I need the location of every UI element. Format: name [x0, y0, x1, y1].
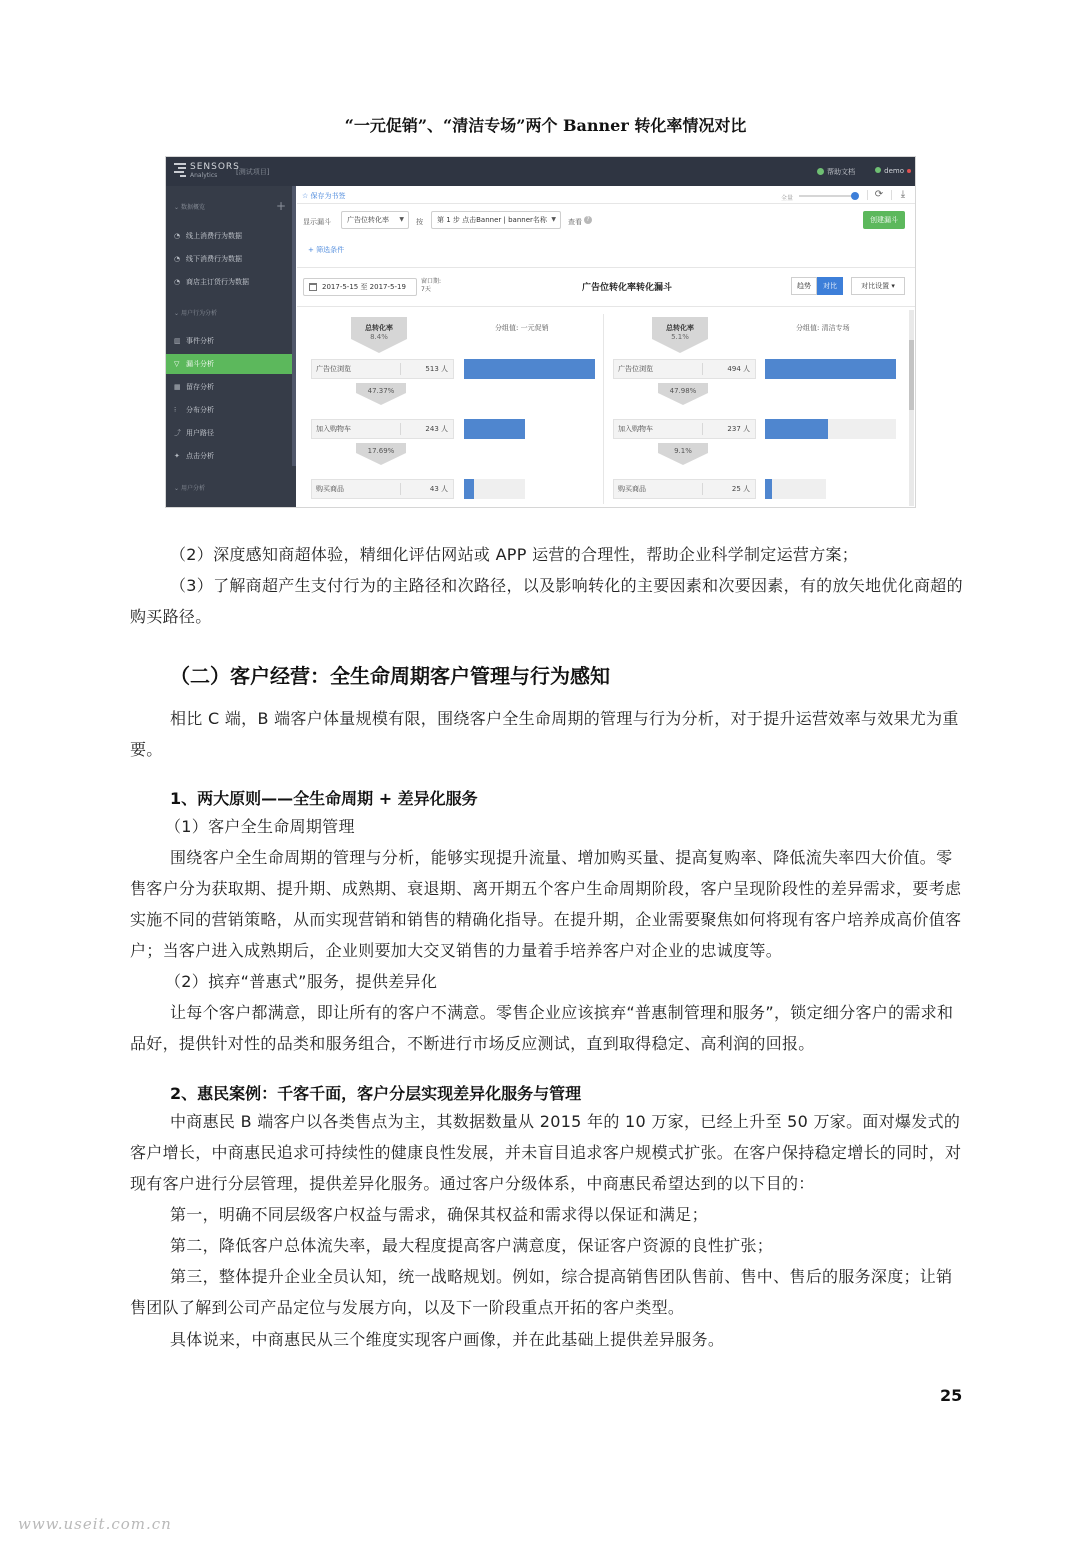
tab-compare[interactable]: 对比 [817, 277, 843, 295]
main-scrollbar[interactable] [909, 310, 914, 506]
total-conversion-value: 8.4% [370, 333, 388, 341]
sidebar-item-retention-analysis[interactable]: ▦ 留存分析 [166, 377, 296, 397]
paragraph: 中商惠民 B 端客户以各类售点为主，其数据数量从 2015 年的 10 万家，已经上升至 50 万家。面对爆发式的客户增长，中商惠民追求可持续性的健康良性发展，并未盲目追求客户规模式扩张。在客户保持稳定增长的同时，对现有客户进行分层管理，提供差异化服务。通过客户分级体系，中商惠民希望达到的以下目的： [130, 1112, 962, 1193]
funnel-step[interactable]: 购买商品 25 人 [613, 479, 756, 499]
logo-subtext: Analytics [190, 172, 218, 179]
sidebar-item-offline-data[interactable]: ◔ 线下消费行为数据 [166, 249, 296, 269]
funnel-step[interactable]: 加入购物车 243 人 [311, 419, 454, 439]
gauge-icon: ◔ [174, 232, 181, 240]
paragraph: 让每个客户都满意，即让所有的客户不满意。零售企业应该摈弃“普惠制管理和服务”，锁定细分客户的需求和品好，提供针对性的品类和服务组合，不断进行市场反应测试，直到取得稳定、高利润的回报。 [130, 1003, 954, 1053]
funnel-bar [464, 359, 595, 379]
tab-trend[interactable]: 趋势 [791, 277, 817, 295]
conversion-arrow: 47.98% [658, 383, 708, 405]
add-icon[interactable]: + [276, 199, 287, 213]
zoom-slider-handle[interactable] [851, 192, 859, 200]
refresh-icon[interactable]: ⟳ [874, 189, 884, 200]
figure-caption: “一元促销”、“清洁专场”两个 Banner 转化率情况对比 [344, 116, 747, 135]
group-label: 分组值: 清洁专场 [796, 324, 850, 332]
conversion-arrow: 47.37% [356, 383, 406, 405]
chevron-down-icon: ▼ [551, 216, 556, 223]
compare-settings-dropdown[interactable]: 对比设置 ▾ [851, 277, 905, 295]
save-bookmark-link[interactable]: ☆ 保存为书签 [302, 192, 346, 200]
sidebar-item-funnel-analysis[interactable]: ▽ 漏斗分析 [166, 354, 296, 374]
subsection-heading: 1、两大原则——全生命周期 + 差异化服务 [170, 789, 478, 808]
logo-text: SENSORS [190, 162, 240, 172]
paragraph: 具体说来，中商惠民从三个维度实现客户画像，并在此基础上提供差异服务。 [170, 1330, 725, 1349]
sidebar-group-data-overview[interactable]: ⌄ 数据概览 [174, 204, 205, 211]
date-range-picker[interactable]: 2017-5-15 至 2017-5-19 [303, 278, 417, 296]
gauge-icon: ◔ [174, 255, 181, 263]
sidebar-item-user-path[interactable]: ⤴ 用户路径 [166, 423, 296, 443]
user-menu[interactable] [875, 167, 911, 175]
section-heading: （二）客户经营：全生命周期客户管理与行为感知 [170, 664, 610, 688]
zoom-slider[interactable] [799, 195, 857, 197]
distribution-icon: ⁝ [174, 406, 177, 414]
subsection-subheading: （2）摈弃“普惠式”服务，提供差异化 [165, 972, 438, 991]
sidebar-item-click-analysis[interactable]: ✦ 点击分析 [166, 446, 296, 466]
funnel-bar [464, 419, 525, 439]
create-funnel-button[interactable]: 创建漏斗 [863, 211, 905, 229]
sidebar-item-event-analysis[interactable]: ▥ 事件分析 [166, 331, 296, 351]
sidebar-item-online-data[interactable]: ◔ 线上消费行为数据 [166, 226, 296, 246]
subsection-subheading: （1）客户全生命周期管理 [165, 817, 355, 836]
user-label: demo [884, 167, 904, 175]
download-icon[interactable]: ⤓ [900, 189, 906, 200]
conversion-arrow: 9.1% [658, 443, 708, 465]
retention-icon: ▦ [174, 383, 181, 391]
user-icon [875, 167, 881, 173]
funnel-title: 广告位转化率转化漏斗 [581, 283, 672, 293]
help-docs-link[interactable] [817, 167, 855, 177]
add-filter-link[interactable]: + 筛选条件 [308, 246, 345, 254]
funnel-bar [765, 479, 826, 499]
sensors-logo-icon [174, 163, 186, 180]
calendar-icon [309, 283, 317, 291]
sidebar-item-store-orders[interactable]: ◔ 商店主订货行为数据 [166, 272, 296, 292]
total-conversion-badge: 总转化率 8.4% [349, 315, 409, 355]
sidebar-scrollbar[interactable] [292, 186, 296, 466]
window-period: 窗口期: 7天 [421, 278, 442, 293]
help-docs-label: 帮助文档 [827, 168, 855, 176]
sidebar-group-user-analysis[interactable]: ⌄ 用户分析 [174, 485, 205, 492]
paragraph: 第一，明确不同层级客户权益与需求，确保其权益和需求得以保证和满足； [170, 1205, 708, 1224]
question-icon[interactable]: ? [584, 216, 592, 224]
funnel-step[interactable]: 购买商品 43 人 [311, 479, 454, 499]
by-label: 按 [416, 218, 423, 226]
funnel-step[interactable]: 加入购物车 237 人 [613, 419, 756, 439]
funnel-step[interactable]: 广告位浏览 494 人 [613, 359, 756, 379]
paragraph: （3）了解商超产生支付行为的主路径和次路径，以及影响转化的主要因素和次要因素，有的放矢地优化商超的购买路径。 [130, 576, 963, 626]
help-icon [817, 168, 824, 175]
main-panel [297, 186, 916, 508]
funnel-bar [464, 479, 525, 499]
zoom-label: 全量 [781, 195, 794, 202]
click-icon: ✦ [174, 452, 180, 460]
view-label: 查看 [568, 218, 582, 226]
paragraph: （2）深度感知商超体验，精细化评估网站或 APP 运营的合理性，帮助企业科学制定运营方案； [170, 545, 859, 564]
notification-dot-icon [907, 169, 911, 173]
sidebar [166, 186, 296, 508]
funnel-bar [765, 359, 896, 379]
chevron-down-icon: ▼ [399, 216, 404, 223]
analytics-screenshot [165, 156, 916, 508]
funnel-select[interactable]: 广告位转化率 ▼ [341, 211, 409, 229]
paragraph: 相比 C 端，B 端客户体量规模有限，围绕客户全生命周期的管理与行为分析，对于提升运营效率与效果尤为重要。 [130, 709, 959, 759]
top-bar [166, 157, 916, 186]
gauge-icon: ◔ [174, 278, 181, 286]
subsection-heading: 2、惠民案例：千客千面，客户分层实现差异化服务与管理 [170, 1084, 582, 1103]
funnel-icon: ▽ [174, 360, 180, 368]
page-number: 25 [940, 1386, 963, 1405]
funnel-bar [765, 419, 896, 439]
step-select[interactable]: 第 1 步 点击Banner | banner名称 ▼ [431, 211, 561, 229]
funnel-step[interactable]: 广告位浏览 513 人 [311, 359, 454, 379]
conversion-arrow: 17.69% [356, 443, 406, 465]
paragraph: 第二，降低客户总体流失率，最大程度提高客户满意度，保证客户资源的良性扩张； [170, 1236, 774, 1255]
sidebar-group-behavior[interactable]: ⌄ 用户行为分析 [174, 310, 217, 317]
sidebar-item-distribution-analysis[interactable]: ⁝ 分布分析 [166, 400, 296, 420]
total-conversion-badge: 总转化率 5.1% [650, 315, 710, 355]
bar-chart-icon: ▥ [174, 337, 181, 345]
paragraph: 围绕客户全生命周期的管理与分析，能够实现提升流量、增加购买量、提高复购率、降低流失率四大价值。零售客户分为获取期、提升期、成熟期、衰退期、离开期五个客户生命周期阶段，客户呈现阶段性的差异需求，要考虑实施不同的营销策略，从而实现营销和销售的精确化指导。在提升期，企业需要聚焦如何将现有客户培养成高价值客户；当客户进入成熟期后，企业则要加大交叉销售的力量着手培养客户对企业的忠诚度等。 [130, 848, 962, 960]
paragraph: 第三，整体提升企业全员认知，统一战略规划。例如，综合提高销售团队售前、售中、售后的服务深度；让销售团队了解到公司产品定位与发展方向，以及下一阶段重点开拓的客户类型。 [130, 1267, 953, 1317]
show-funnel-label: 显示漏斗 [303, 218, 331, 226]
path-icon: ⤴ [174, 429, 181, 437]
total-conversion-value: 5.1% [671, 333, 689, 341]
watermark: www.useit.com.cn [18, 1515, 172, 1533]
project-tag[interactable]: [测试项目] [236, 168, 270, 176]
group-label: 分组值: 一元促销 [495, 324, 549, 332]
